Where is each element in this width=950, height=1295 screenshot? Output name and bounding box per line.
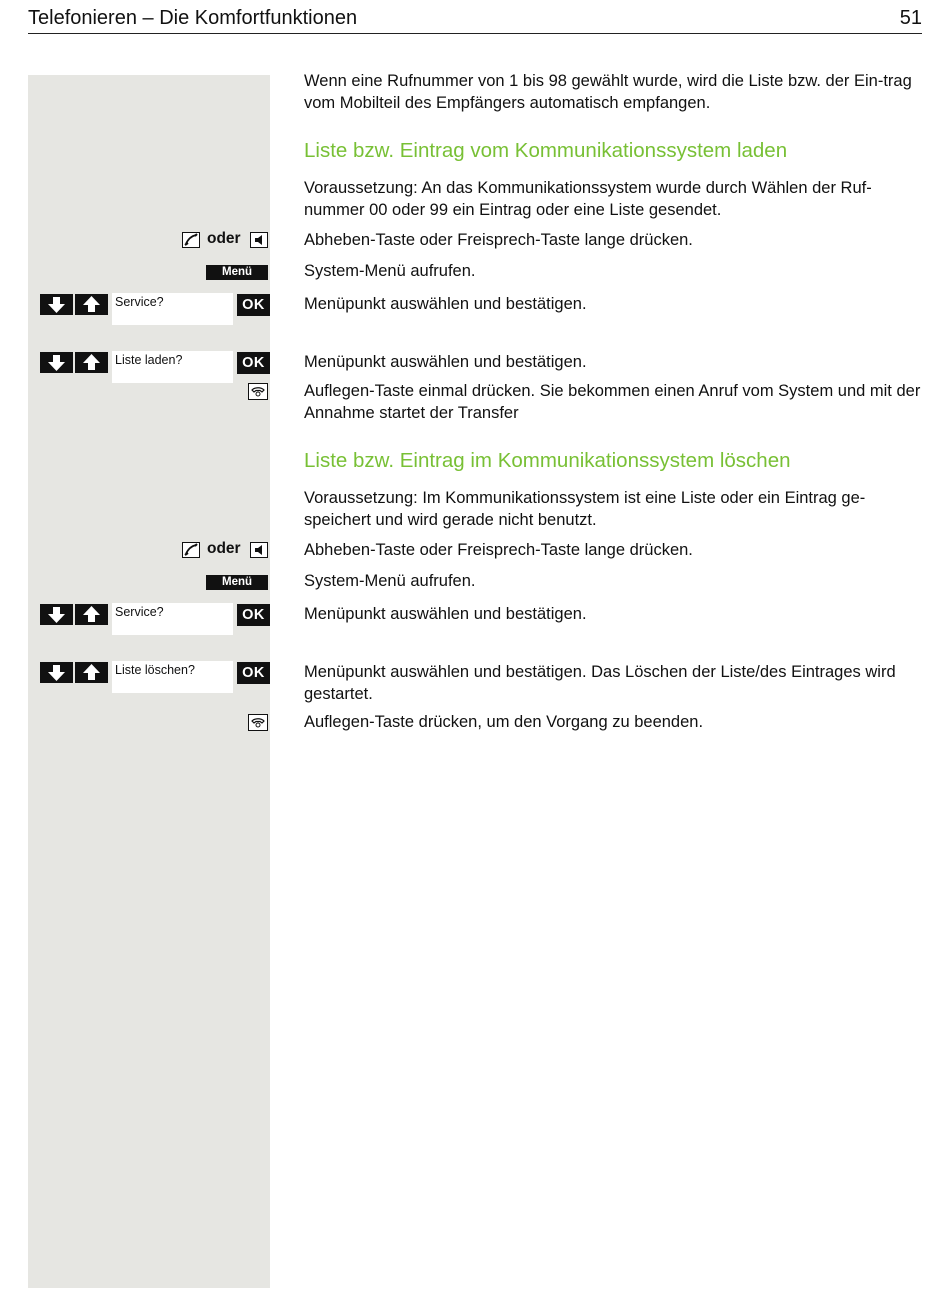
page-number: 51 — [899, 7, 922, 29]
arrow-down-icon[interactable] — [40, 294, 73, 315]
speaker-icon[interactable] — [250, 542, 268, 558]
display-field — [112, 293, 233, 325]
handset-icon[interactable] — [182, 232, 200, 248]
arrow-up-icon[interactable] — [75, 352, 108, 373]
ok-key[interactable]: OK — [237, 604, 270, 626]
menu-key[interactable]: Menü — [206, 265, 268, 280]
page-header — [28, 6, 922, 34]
arrow-down-icon[interactable] — [40, 662, 73, 683]
ok-key[interactable]: OK — [237, 662, 270, 684]
arrow-down-icon[interactable] — [40, 352, 73, 373]
handset-icon[interactable] — [182, 542, 200, 558]
step-text: Menüpunkt auswählen und bestätigen. — [304, 605, 587, 623]
hangup-key-icon[interactable] — [248, 714, 268, 731]
display-field — [112, 351, 233, 383]
speaker-icon[interactable] — [250, 232, 268, 248]
step-text: Abheben-Taste oder Freisprech-Taste lange drücken. — [304, 231, 693, 249]
display-text: Service? — [115, 605, 164, 619]
step-text: Auflegen-Taste einmal drücken. Sie bekommen einen Anruf vom System und mit der Annahme startet der Transfer — [304, 382, 921, 422]
step-text: Menüpunkt auswählen und bestätigen. — [304, 353, 587, 371]
ok-key[interactable]: OK — [237, 352, 270, 374]
oder-label: oder — [207, 230, 241, 247]
step-text: Auflegen-Taste drücken, um den Vorgang zu beenden. — [304, 713, 704, 731]
precondition-load: Voraussetzung: An das Kommunikationssystem wurde durch Wählen der Ruf-nummer 00 oder 99 ein Eintrag oder eine Liste gesendet. — [304, 179, 872, 219]
oder-label: oder — [207, 540, 241, 557]
arrow-down-icon[interactable] — [40, 604, 73, 625]
section-heading-delete: Liste bzw. Eintrag im Kommunikationssystem löschen — [304, 449, 791, 472]
arrow-up-icon[interactable] — [75, 604, 108, 625]
display-text: Liste laden? — [115, 353, 183, 367]
step-text: Menüpunkt auswählen und bestätigen. Das Löschen der Liste/des Eintrages wird gestartet. — [304, 663, 896, 703]
step-text: System-Menü aufrufen. — [304, 262, 476, 280]
ok-key[interactable]: OK — [237, 294, 270, 316]
offhook-or-speaker-keys — [182, 232, 270, 250]
step-text: System-Menü aufrufen. — [304, 572, 476, 590]
display-text: Service? — [115, 295, 164, 309]
display-text: Liste löschen? — [115, 663, 195, 677]
display-field — [112, 661, 233, 693]
precondition-delete: Voraussetzung: Im Kommunikationssystem ist eine Liste oder ein Eintrag ge-speichert und wird gerade nicht benutzt. — [304, 489, 866, 529]
step-text: Menüpunkt auswählen und bestätigen. — [304, 295, 587, 313]
arrow-up-icon[interactable] — [75, 294, 108, 315]
section-heading-load: Liste bzw. Eintrag vom Kommunikationssystem laden — [304, 139, 788, 162]
arrow-up-icon[interactable] — [75, 662, 108, 683]
step-text: Abheben-Taste oder Freisprech-Taste lange drücken. — [304, 541, 693, 559]
display-field — [112, 603, 233, 635]
menu-key[interactable]: Menü — [206, 575, 268, 590]
hangup-key-icon[interactable] — [248, 383, 268, 400]
offhook-or-speaker-keys — [182, 542, 270, 560]
intro-text: Wenn eine Rufnummer von 1 bis 98 gewählt wurde, wird die Liste bzw. der Ein-trag vom Mobilteil des Empfängers automatisch empfangen. — [304, 72, 912, 112]
chapter-title: Telefonieren – Die Komfortfunktionen — [28, 7, 358, 29]
